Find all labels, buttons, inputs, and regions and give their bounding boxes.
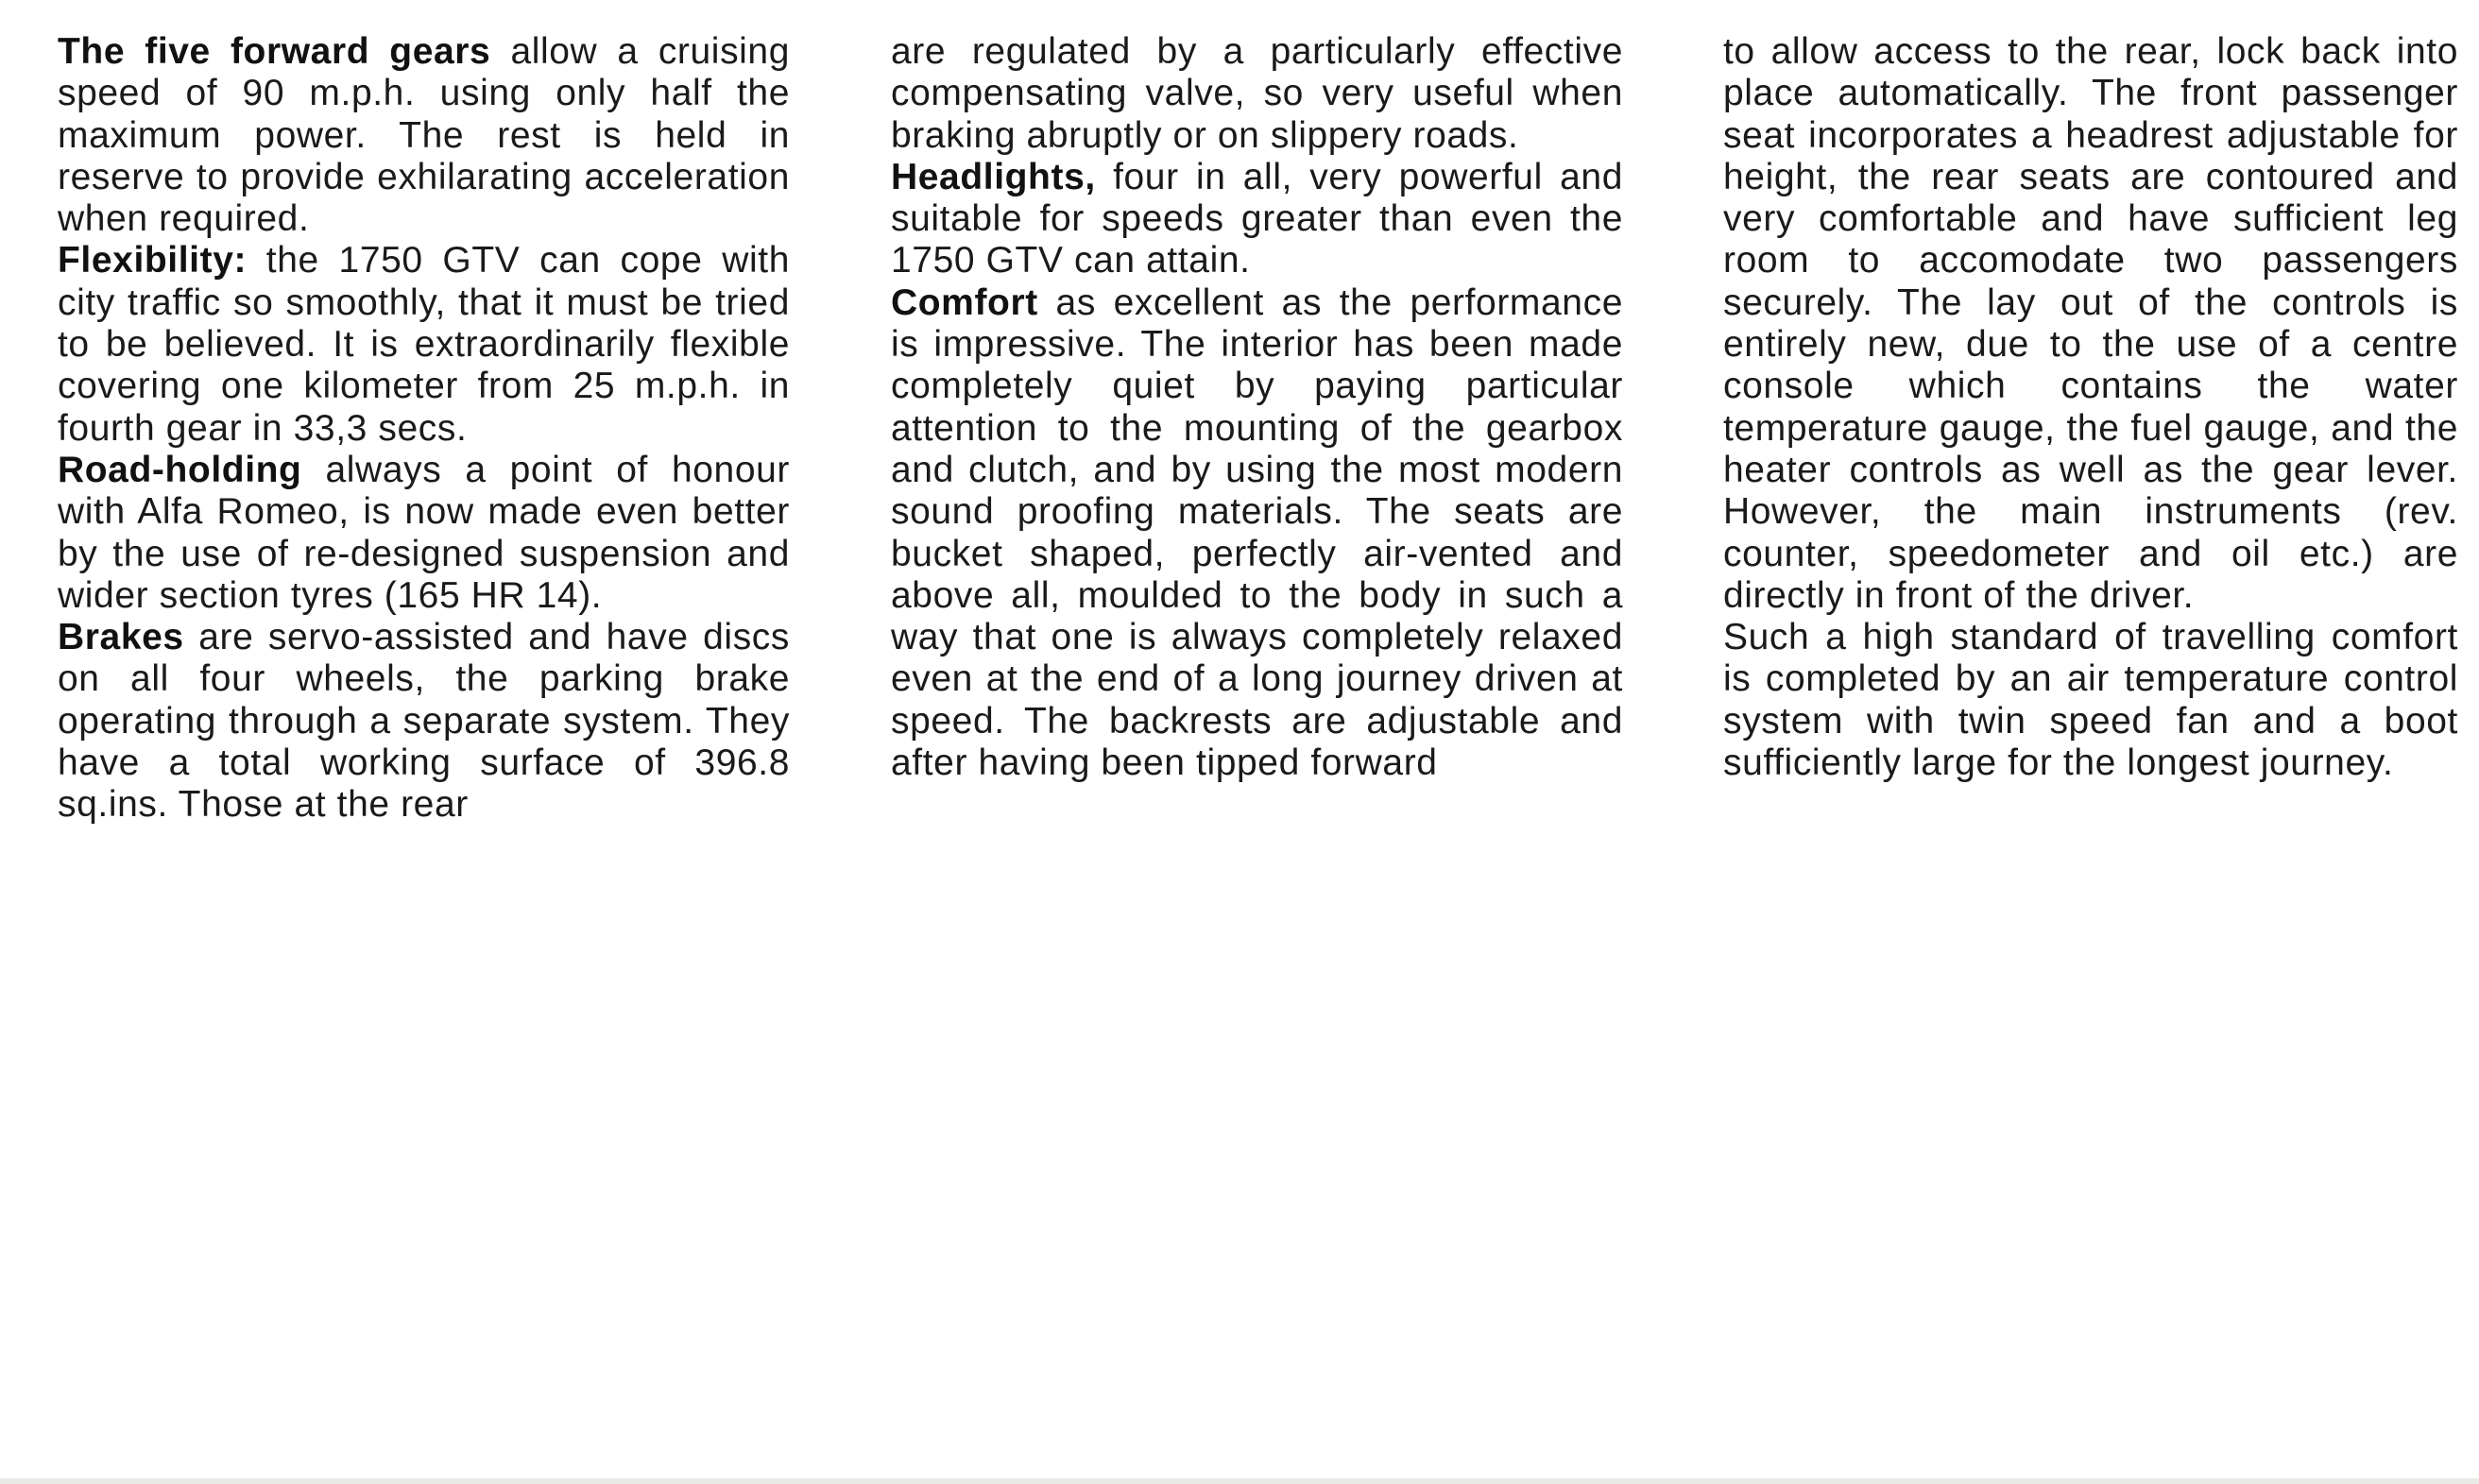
paragraph-five-forward-gears [58, 31, 790, 240]
paragraph-headlights [891, 157, 1623, 282]
paragraph-travelling-comfort [1723, 617, 2458, 784]
paragraph-lead: Brakes [58, 617, 184, 658]
paragraph-comfort [891, 282, 1623, 785]
page-bottom-edge [0, 1478, 2479, 1484]
paragraph-text: as excellent as the performance is impressive. The interior has been made completely quiet by paying particular attention to the mounting of the gearbox and clutch, and by using the most modern sound proofing materials. The seats are bucket shaped, perfectly air-vented and above all, moulded to the body in such a way that one is always completely relaxed even at the end of a long journey driven at speed. The backrests are adjustable and after having been tipped forward [891, 281, 1623, 784]
paragraph-flexibility [58, 240, 790, 449]
paragraph-lead: The five forward gears [58, 31, 491, 72]
paragraph-text: always a point of honour with Alfa Romeo, is now made even better by the use of re-designed suspension and wider section tyres (165 HR 14). [58, 449, 790, 616]
paragraph-lead: Headlights, [891, 156, 1096, 197]
paragraph-text: to allow access to the rear, lock back into place automatically. The front passenger seat incorporates a headrest adjustable for height, the rear seats are contoured and very comfortable and have sufficient leg room to accomodate two passengers securely. The lay out of the controls is entirely new, due to the use of a centre console which contains the water temperature gauge, the fuel gauge, and the heater controls as well as the gear lever. However, the main instruments (rev. counter, speedometer and oil etc.) are directly in front of the driver. [1723, 31, 2458, 616]
paragraph-comfort-continued [1723, 31, 2458, 617]
paragraph-text: the 1750 GTV can cope with city traffic so smoothly, that it must be tried to be believed. It is extraordinarily flexible covering one kilometer from 25 m.p.h. in fourth gear in 33,3 secs. [58, 240, 790, 449]
paragraph-text: are regulated by a particularly effective compensating valve, so very useful when braking abruptly or on slippery roads. [891, 31, 1623, 156]
paragraph-text: allow a cruising speed of 90 m.p.h. using only half the maximum power. The rest is held in reserve to provide exhilarating acceleration when required. [58, 31, 791, 240]
paragraph-text: four in all, very powerful and suitable for speeds greater than even the 1750 GTV can attain. [891, 156, 1623, 281]
paragraph-brakes [58, 617, 790, 826]
paragraph-lead: Road-holding [58, 449, 302, 490]
paragraph-text: are servo-assisted and have discs on all four wheels, the parking brake operating through a separate system. They have a total working surface of 396.8 sq.ins. Those at the rear [58, 617, 790, 826]
paragraph-road-holding [58, 450, 790, 617]
paragraph-lead: Flexibility: [58, 240, 248, 281]
text-column-2 [891, 31, 1623, 784]
paragraph-lead: Comfort [891, 281, 1038, 323]
paragraph-text: Such a high standard of travelling comfort is completed by an air temperature control system with twin speed fan and a boot sufficiently large for the longest journey. [1723, 617, 2458, 784]
paragraph-brakes-continued [891, 31, 1623, 157]
text-column-1 [58, 31, 790, 827]
text-column-3 [1723, 31, 2458, 784]
